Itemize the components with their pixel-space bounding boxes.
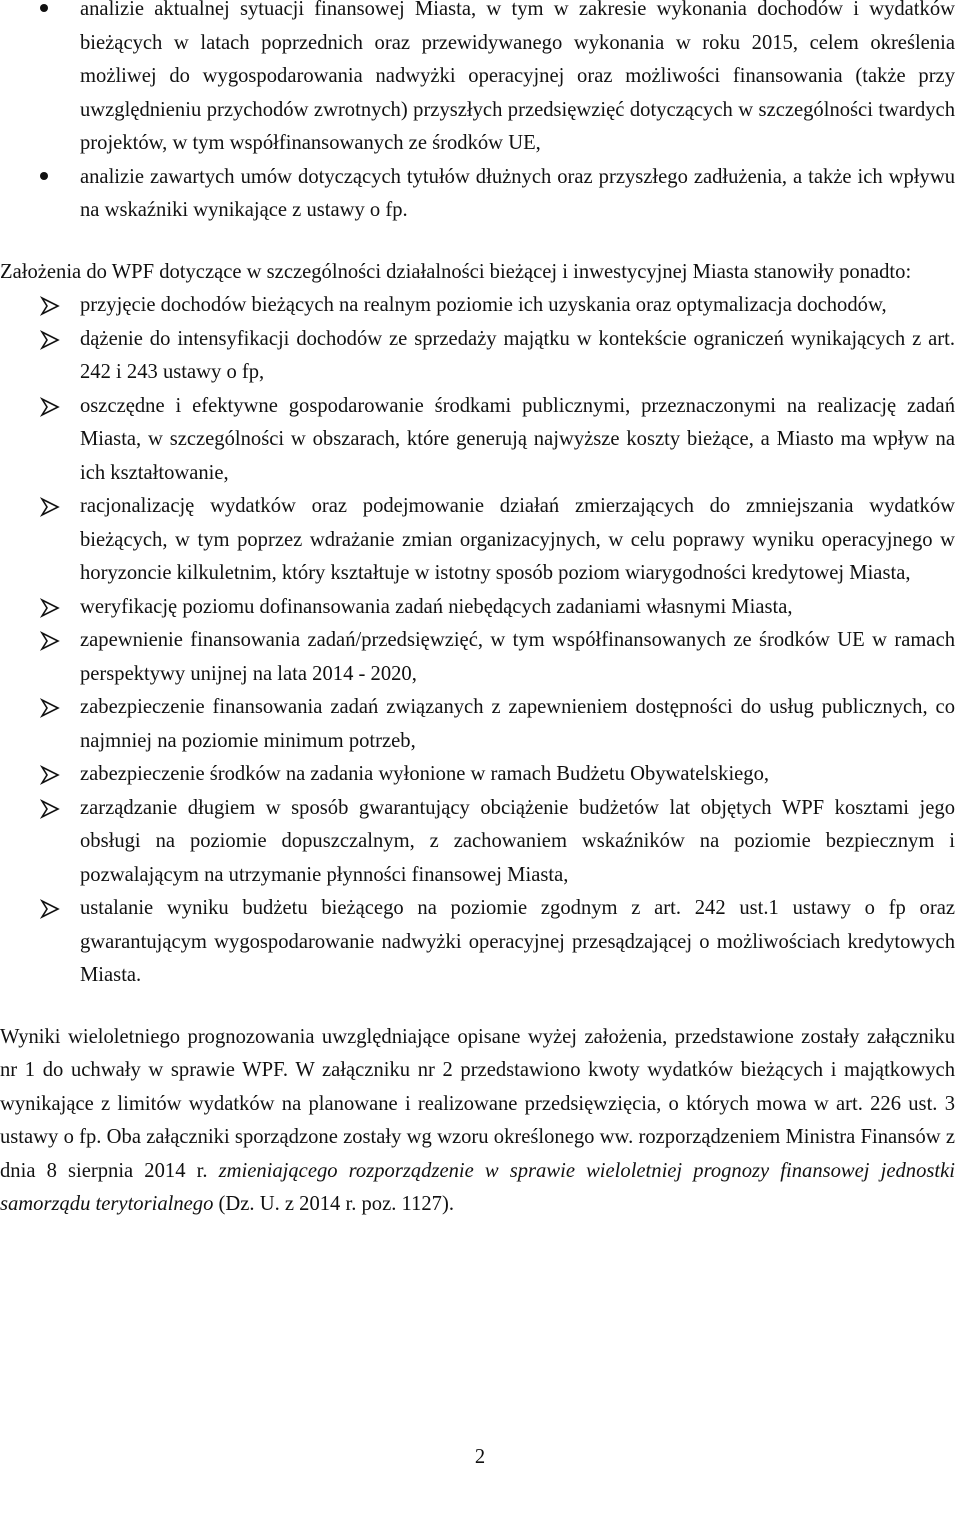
list-item-text: weryfikację poziomu dofinansowania zadań niebędących zadaniami własnymi Miasta, [80,595,793,618]
top-bullet-list [0,0,955,228]
arrowhead-bullet-icon [40,598,60,618]
arrowhead-bullet-icon [40,765,60,785]
list-item [0,0,955,161]
arrowhead-bullet-icon [40,397,60,417]
list-item-text: zarządzanie długiem w sposób gwarantujący obciążenie budżetów lat objętych WPF kosztami jego obsługi na poziomie dopuszczalnym, z zachowaniem wskaźników na poziomie bezpiecznym i pozwalającym na utrzymanie płynności finansowej Miasta, [80,796,955,886]
list-item-text: analizie zawartych umów dotyczących tytułów dłużnych oraz przyszłego zadłużenia, a także ich wpływu na wskaźniki wynikające z ustawy o fp. [80,165,955,221]
list-item-text: zapewnienie finansowania zadań/przedsięwzięć, w tym współfinansowanych ze środków UE w ramach perspektywy unijnej na lata 2014 - 2020, [80,629,955,685]
list-item-text: zabezpieczenie środków na zadania wyłonione w ramach Budżetu Obywatelskiego, [80,763,770,785]
final-paragraph-text: Wyniki wieloletniego prognozowania uwzględniające opisane wyżej założenia, przedstawione zostały załączniku nr 1 do uchwały w sprawie WPF. W załączniku nr 2 przedstawiono kwoty wydatków bieżących i majątkowych wynikające z limitów wydatków na planowane i realizowane przedsięwzięcia, o których mowa w art. 226 ust. 3 ustawy o fp. Oba załączniki sporządzone zostały wg wzoru określonego ww. rozporządzeniem Ministra Finansów z dnia 8 sierpnia 2014 r. [0,1025,955,1182]
page-number: 2 [474,1446,486,1468]
list-item [0,289,955,323]
list-item-text: racjonalizację wydatków oraz podejmowanie działań zmierzających do zmniejszania wydatków bieżących, w tym poprzez wdrażanie zmian organizacyjnych, w celu poprawy wyniku operacyjnego w horyzoncie kilkuletnim, który kształtuje w istotny sposób poziom wiarygodności kredytowej Miasta, [80,495,955,584]
final-paragraph-citation: (Dz. U. z 2014 r. poz. 1127). [213,1193,454,1215]
bullet-dot-icon [40,4,48,12]
arrowhead-bullet-icon [40,698,60,718]
bullet-dot-icon [40,172,48,180]
list-item [0,390,955,491]
list-item [0,323,955,390]
arrowhead-bullet-icon [40,497,60,517]
list-item [0,691,955,758]
list-item-text: przyjęcie dochodów bieżących na realnym poziomie ich uzyskania oraz optymalizacja dochodów, [80,294,887,316]
list-item [0,624,955,691]
list-item [0,892,955,993]
list-item [0,758,955,792]
arrowhead-bullet-icon [40,330,60,350]
arrowhead-bullet-icon [40,899,60,919]
list-item-text: zabezpieczenie finansowania zadań związanych z zapewnieniem dostępności do usług publicznych, co najmniej na poziomie minimum potrzeb, [80,696,955,752]
list-item-text: ustalanie wyniku budżetu bieżącego na poziomie zgodnym z art. 242 ust.1 ustawy o fp oraz gwarantującym wygospodarowanie nadwyżki operacyjnej przesądzającej o możliwościach kredytowych Miasta. [80,897,955,986]
list-item [0,792,955,893]
list-item-text: dążenie do intensyfikacji dochodów ze sprzedaży majątku w kontekście ograniczeń wynikających z art. 242 i 243 ustawy o fp, [80,327,955,383]
intro-paragraph: Założenia do WPF dotyczące w szczególności działalności bieżącej i inwestycyjnej Miasta stanowiły ponadto: [0,260,912,283]
arrowhead-bullet-icon [40,631,60,651]
list-item [0,161,955,228]
list-item-text: oszczędne i efektywne gospodarowanie środkami publicznymi, przeznaczonymi na realizację zadań Miasta, w szczególności w obszarach, które generują najwyższe koszty bieżące, a Miasto ma wpływ na ich kształtowanie, [80,394,955,484]
arrowhead-bullet-icon [40,799,60,819]
list-item [0,490,955,591]
arrow-bullet-list [0,289,955,993]
final-paragraph [0,1021,955,1222]
regulation-title: zmieniającego rozporządzenie w sprawie wieloletniej prognozy finansowej jednostki samorządu terytorialnego [0,1159,955,1215]
arrowhead-bullet-icon [40,296,60,316]
list-item-text: analizie aktualnej sytuacji finansowej Miasta, w tym w zakresie wykonania dochodów i wydatków bieżących w latach poprzednich oraz przewidywanego wykonania w roku 2015, celem określenia możliwej do wygospodarowania nadwyżki operacyjnej oraz możliwości finansowania (także przy uwzględnieniu przychodów zwrotnych) przyszłych przedsięwzięć dotyczących w szczególności twardych projektów, w tym współfinansowanych ze środków UE, [80,0,955,154]
list-item [0,591,955,625]
